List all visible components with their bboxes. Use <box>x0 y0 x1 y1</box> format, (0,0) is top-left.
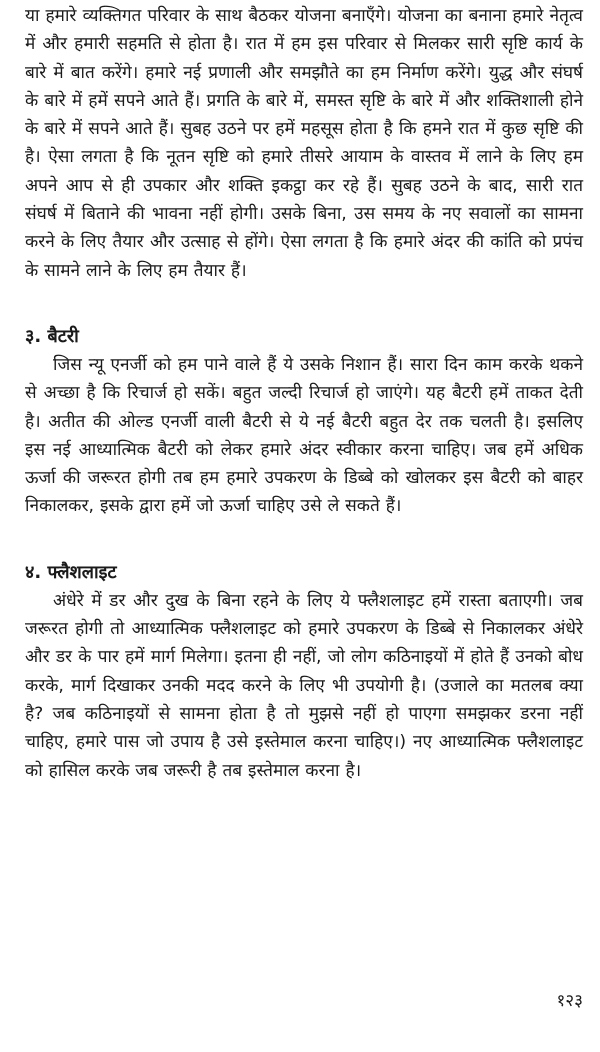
intro-paragraph: या हमारे व्यक्तिगत परिवार के साथ बैठकर योजना बनाएँगे। योजना का बनाना हमारे नेतृत्व में और हमारी सहमति से होता है। रात में हम इस परिवार से मिलकर सारी सृष्टि कार्य के बारे में बात करेंगे। हमारे नई प्रणाली और समझौते का हम निर्माण करेंगे। युद्ध और संघर्ष के बारे में हमें सपने आते हैं। प्रगति के बारे में, समस्त सृष्टि के बारे में और शक्तिशाली होने के बारे में सपने आते हैं। सुबह उठने पर हमें महसूस होता है कि हमने रात में कुछ सृष्टि की है। ऐसा लगता है कि नूतन सृष्टि को हमारे तीसरे आयाम के वास्तव में लाने के लिए हम अपने आप से ही उपकार और शक्ति इकट्ठा कर रहे हैं। सुबह उठने के बाद, सारी रात संघर्ष में बिताने की भावना नहीं होगी। उसके बिना, उस समय के नए सवालों का सामना करने के लिए तैयार और उत्साह से होंगे। ऐसा लगता है कि हमारे अंदर की कांति को प्रपंच के सामने लाने के लिए हम तैयार हैं। <box>25 6 583 281</box>
section-body-battery: जिस न्यू एनर्जी को हम पाने वाले हैं ये उसके निशान हैं। सारा दिन काम करके थकने से अच्छा है कि रिचार्ज हो सकें। बहुत जल्दी रिचार्ज हो जाएंगे। यह बैटरी हमें ताकत देती है। अतीत की ओल्ड एनर्जी वाली बैटरी से ये नई बैटरी बहुत देर तक चलती है। इसलिए इस नई आध्यात्मिक बैटरी को लेकर हमारे अंदर स्वीकार करना चाहिए। जब हमें अधिक ऊर्जा की जरूरत होगी तब हम हमारे उपकरण के डिब्बे को खोलकर इस बैटरी को बाहर निकालकर, इसके द्वारा हमें जो ऊर्जा चाहिए उसे ले सकते हैं। <box>25 354 583 517</box>
section-heading-battery: ३. बैटरी <box>25 325 79 347</box>
document-page <box>25 2 583 785</box>
section-gap <box>25 285 583 323</box>
section-body-flashlight: अंधेरे में डर और दुख के बिना रहने के लिए ये फ्लैशलाइट हमें रास्ता बताएगी। जब जरूरत होगी तो आध्यात्मिक फ्लैशलाइट को हमारे उपकरण के डिब्बे से निकालकर अंधेरे और डर के पार हमें मार्ग मिलेगा। इतना ही नहीं, जो लोग कठिनाइयों में होते हैं उनको बोध करके, मार्ग दिखाकर उनकी मदद करने के लिए भी उपयोगी है। (उजाले का मतलब क्या है? जब कठिनाइयों से सामना होता है तो मुझसे नहीं हो पाएगा समझकर डरना नहीं चाहिए, हमारे पास जो उपाय है उसे इस्तेमाल करना चाहिए।) नए आध्यात्मिक फ्लैशलाइट को हासिल करके जब जरूरी है तब इस्तेमाल करना है। <box>25 590 583 781</box>
section-gap <box>25 521 583 559</box>
page-number: १२३ <box>556 991 583 1011</box>
section-heading-flashlight: ४. फ्लैशलाइट <box>25 561 117 583</box>
